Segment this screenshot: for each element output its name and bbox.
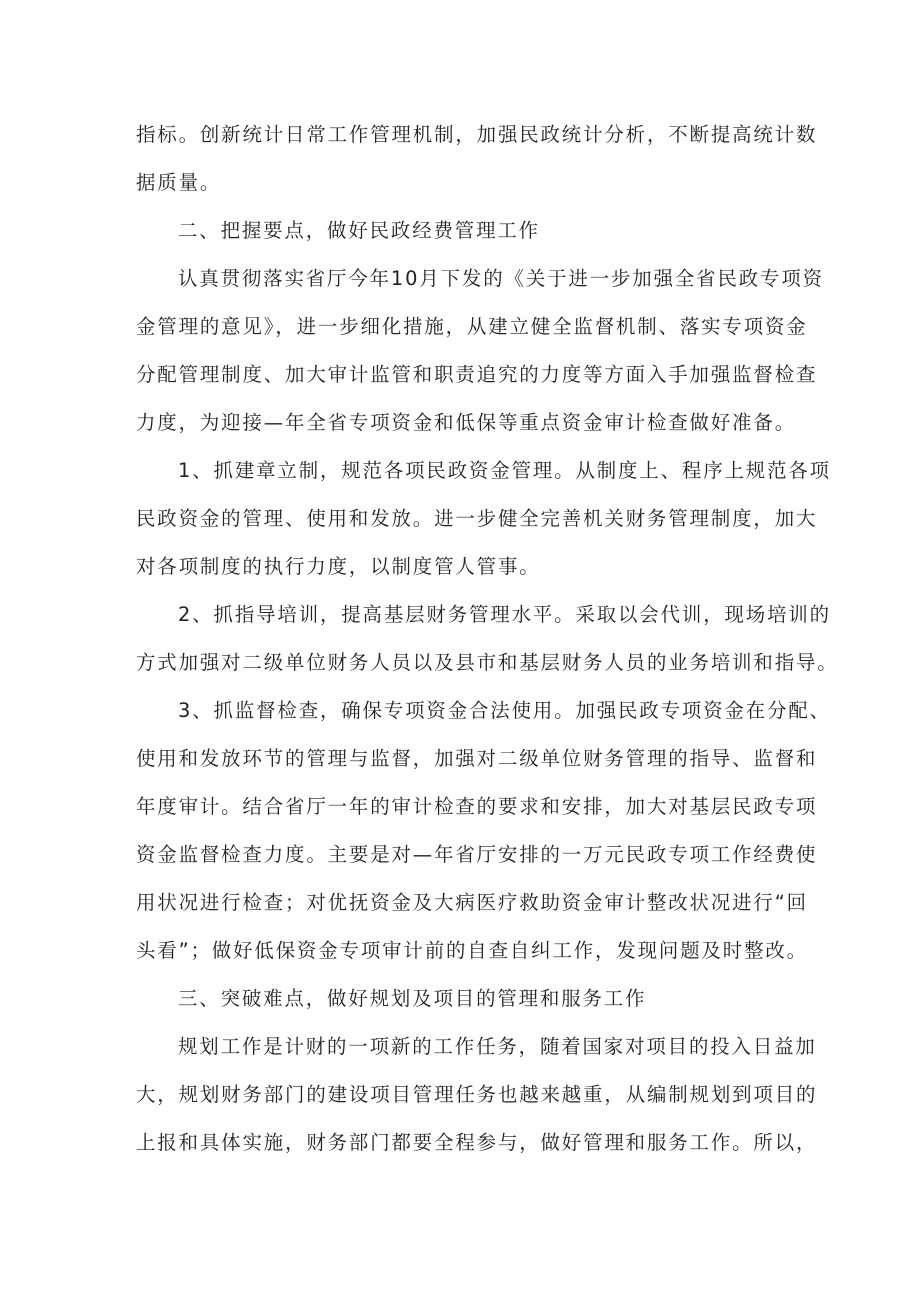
- body-text-line: 大，规划财务部门的建设项目管理任务也越来越重，从编制规划到项目的: [136, 1083, 818, 1106]
- body-text-line: 用状况进行检查；对优抚资金及大病医疗救助资金审计整改状况进行“回: [136, 891, 808, 914]
- body-text-line: 1、抓建章立制，规范各项民政资金管理。从制度上、程序上规范各项: [178, 459, 831, 482]
- body-text-line: 年度审计。结合省厅一年的审计检查的要求和安排，加大对基层民政专项: [136, 795, 818, 818]
- section-heading: 二、把握要点，做好民政经费管理工作: [178, 219, 540, 242]
- body-text-line: 3、抓监督检查，确保专项资金合法使用。加强民政专项资金在分配、: [178, 699, 831, 722]
- body-text-line: 2、抓指导培训，提高基层财务管理水平。采取以会代训，现场培训的: [178, 603, 831, 626]
- body-text-line: 指标。创新统计日常工作管理机制，加强民政统计分析，不断提高统计数: [136, 123, 818, 146]
- body-text-line: 金管理的意见》，进一步细化措施，从建立健全监督机制、落实专项资金: [136, 315, 808, 338]
- section-heading: 三、突破难点，做好规划及项目的管理和服务工作: [178, 987, 647, 1010]
- body-text-line: 分配管理制度、加大审计监管和职责追究的力度等方面入手加强监督检查: [136, 363, 818, 386]
- body-text-line: 头看”；做好低保资金专项审计前的自查自纠工作，发现问题及时整改。: [136, 939, 808, 962]
- body-text-line: 资金监督检查力度。主要是对—年省厅安排的一万元民政专项工作经费使: [136, 843, 818, 866]
- body-text-line: 力度，为迎接—年全省专项资金和低保等重点资金审计检查做好准备。: [136, 411, 797, 434]
- body-text-line: 认真贯彻落实省厅今年10月下发的《关于进一步加强全省民政专项资: [178, 267, 824, 290]
- body-text-line: 民政资金的管理、使用和发放。进一步健全完善机关财务管理制度，加大: [136, 507, 818, 530]
- body-text-line: 据质量。: [136, 171, 222, 194]
- body-text-line: 使用和发放环节的管理与监督，加强对二级单位财务管理的指导、监督和: [136, 747, 818, 770]
- body-text-line: 方式加强对二级单位财务人员以及县市和基层财务人员的业务培训和指导。: [136, 651, 839, 674]
- body-text-line: 规划工作是计财的一项新的工作任务，随着国家对项目的投入日益加: [178, 1035, 817, 1058]
- body-text-line: 上报和具体实施，财务部门都要全程参与，做好管理和服务工作。所以，: [136, 1131, 818, 1154]
- body-text-line: 对各项制度的执行力度，以制度管人管事。: [136, 555, 541, 578]
